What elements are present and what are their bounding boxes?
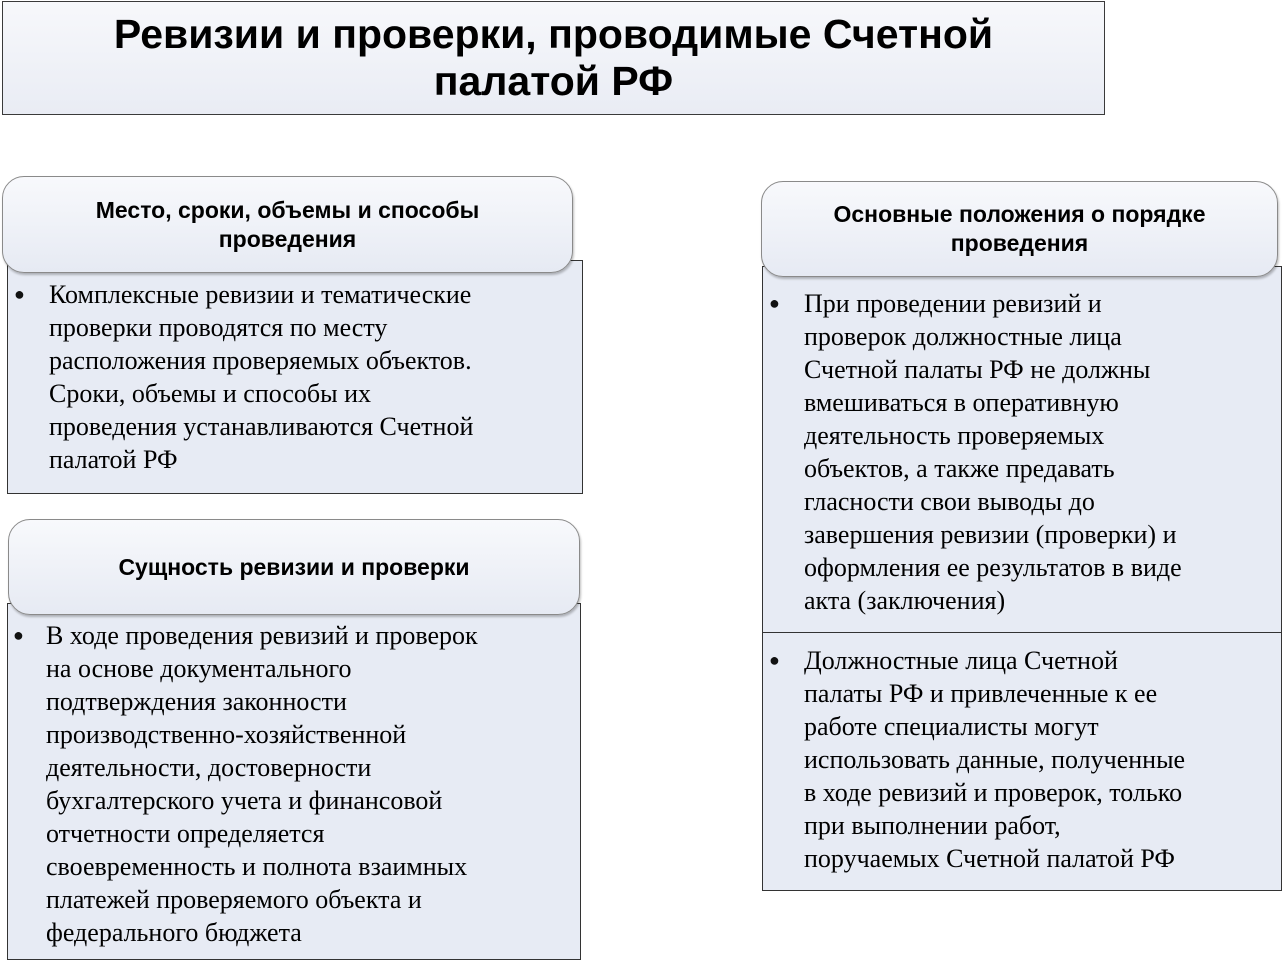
- block-rules-cell-2: [762, 632, 1282, 891]
- block-place-header-text: Место, сроки, объемы и способы проведения: [95, 196, 480, 252]
- list-item: [14, 278, 473, 476]
- list-item: [13, 619, 478, 949]
- diagram-title-box: [2, 1, 1105, 115]
- list-item-text: В ходе проведения ревизий и проверок на основе документального подтверждения законности производственно-хозяйственной деятельности, достоверности бухгалтерского учета и финансовой отчетности определяется своевременность и полнота взаимных платежей проверяемого объекта и федерального бюджета: [46, 621, 478, 947]
- block-rules-content: [762, 266, 1282, 891]
- block-rules-cell-1: [762, 266, 1282, 633]
- bullet-icon: ●: [14, 284, 25, 304]
- list-item-text: Должностные лица Счетной палаты РФ и привлеченные к ее работе специалисты могут использовать данные, полученные в ходе ревизий и проверок, только при выполнении работ, поручаемых Счетной палатой РФ: [804, 646, 1186, 873]
- block-rules-header-text: Основные положения о порядке проведения: [833, 201, 1206, 256]
- block-place-content: [7, 260, 583, 494]
- list-item-text: Комплексные ревизии и тематические проверки проводятся по месту расположения проверяемых объектов. Сроки, объемы и способы их проведения устанавливаются Счетной палатой РФ: [49, 280, 474, 474]
- bullet-icon: ●: [13, 625, 24, 645]
- block-essence-header: [8, 519, 580, 615]
- bullet-icon: ●: [769, 293, 780, 313]
- list-item: [769, 644, 1185, 875]
- block-rules-header: [761, 181, 1278, 277]
- diagram-title: Ревизии и проверки, проводимые Счетной палатой РФ: [113, 11, 994, 104]
- block-place-header: [2, 176, 573, 273]
- list-item-text: При проведении ревизий и проверок должностные лица Счетной палаты РФ не должны вмешиваться в оперативную деятельность проверяемых объектов, а также предавать гласности свои выводы до завершения ревизии (проверки) и оформления ее результатов в виде акта (заключения): [804, 289, 1182, 615]
- bullet-icon: ●: [769, 650, 780, 670]
- block-essence-content: [7, 603, 581, 960]
- list-item: [769, 287, 1182, 617]
- block-essence-header-text: Сущность ревизии и проверки: [118, 553, 470, 580]
